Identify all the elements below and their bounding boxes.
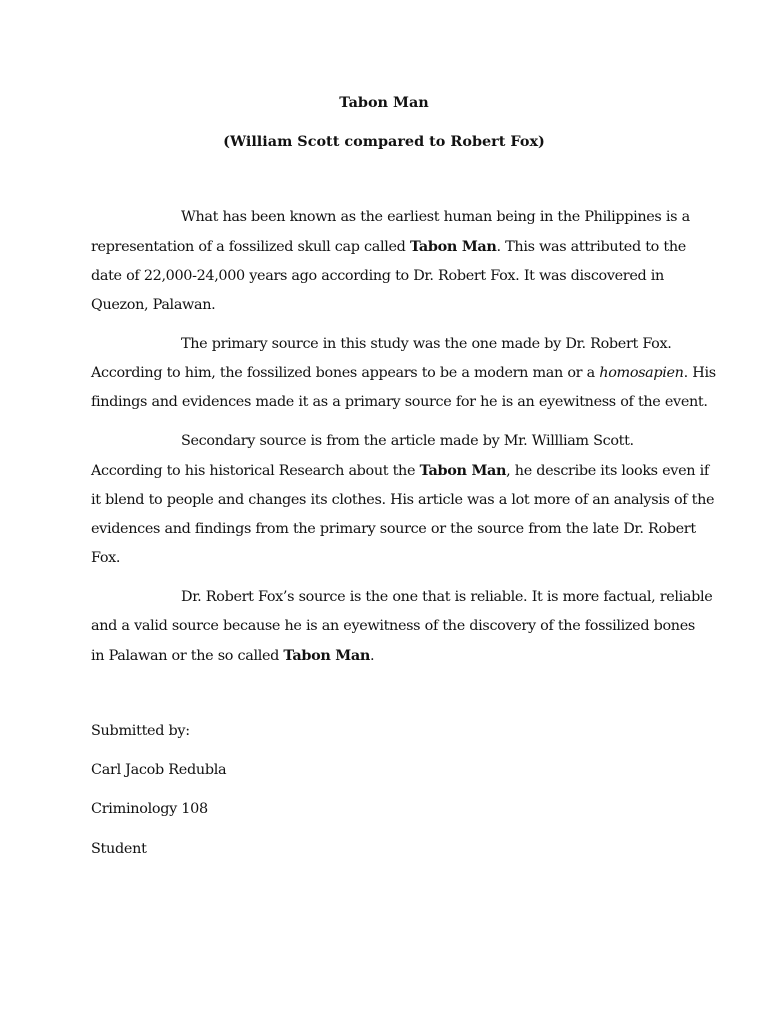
bold-term: Tabon Man [283,647,370,664]
paragraph-1 [91,203,690,320]
paragraph-line: it blend to people and changes its clothes. His article was a lot more of an analysis of the [91,492,715,508]
paragraph-line: Dr. Robert Fox’s source is the one that is reliable. It is more factual, reliable [181,589,713,605]
paragraph-4 [91,583,713,671]
paragraph-line: According to him, the fossilized bones appears to be a modern man or a homosapien. His [91,365,716,381]
author-course: Criminology 108 [91,801,208,817]
paragraph-line: evidences and findings from the primary source or the source from the late Dr. Robert [91,521,696,537]
paragraph-line: date of 22,000-24,000 years ago according to Dr. Robert Fox. It was discovered in [91,268,664,284]
paragraph-line: representation of a fossilized skull cap called Tabon Man. This was attributed to the [91,238,686,255]
paragraph-line: Quezon, Palawan. [91,297,216,313]
paragraph-line: According to his historical Research about the Tabon Man, he describe its looks even if [91,462,709,479]
paragraph-line: What has been known as the earliest human being in the Philippines is a [181,209,690,225]
paragraph-line: The primary source in this study was the one made by Dr. Robert Fox. [181,336,672,352]
document-subtitle: (William Scott compared to Robert Fox) [223,133,545,150]
paragraph-line: in Palawan or the so called Tabon Man. [91,647,375,664]
italic-term: homosapien [599,365,684,381]
paragraph-line: Secondary source is from the article made by Mr. Willliam Scott. [181,433,634,449]
paragraph-2 [91,330,716,417]
paragraph-line: and a valid source because he is an eyewitness of the discovery of the fossilized bones [91,618,695,634]
author-name: Carl Jacob Redubla [91,762,227,778]
author-role: Student [91,841,147,857]
bold-term: Tabon Man [419,462,507,479]
paragraph-line: Fox. [91,550,121,566]
bold-term: Tabon Man [409,238,497,255]
paragraph-3 [91,427,715,573]
document-title: Tabon Man [339,94,429,111]
paragraph-line: findings and evidences made it as a primary source for he is an eyewitness of the event. [91,394,708,410]
submitted-by-label: Submitted by: [91,723,190,739]
